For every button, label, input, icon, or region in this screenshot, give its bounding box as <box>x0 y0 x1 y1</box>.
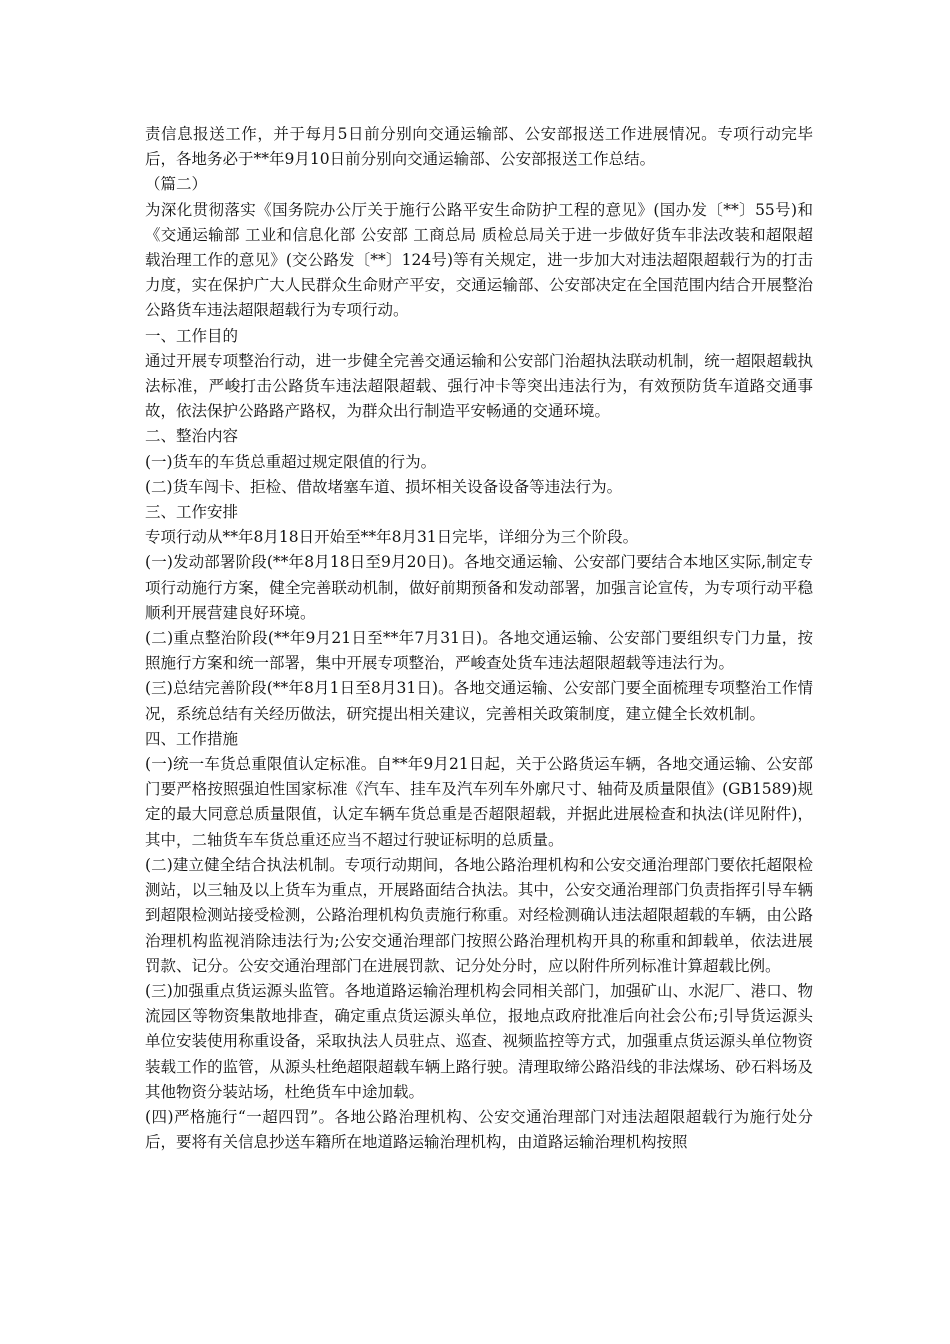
section-marker-part-two: （篇二） <box>145 175 208 194</box>
paragraph-preamble: 为深化贯彻落实《国务院办公厅关于施行公路平安生命防护工程的意见》(国办发〔**〕55号)和《交通运输部 工业和信息化部 公安部 工商总局 质检总局关于进一步做好货车非法改装和超限超载治理工作的意见》(交公路发〔**〕124号)等有关规定，进一步加大对违法超限超载行为的打击力度，实在保护广大人民群众生命财产平安，交通运输部、公安部决定在全国范围内结合开展整治公路货车违法超限超载行为专项行动。 <box>145 200 813 320</box>
list-item-measure-3: (三)加强重点货运源头监管。各地道路运输治理机构会同相关部门，加强矿山、水泥厂、港口、物流园区等物资集散地排查，确定重点货运源头单位，报地点政府批准后向社会公布;引导货运源头单位安装使用称重设备，采取执法人员驻点、巡查、视频监控等方式，加强重点货运源头单位物资装载工作的监管，从源头杜绝超限超载车辆上路行驶。清理取缔公路沿线的非法煤场、砂石料场及其他物资分装站场，杜绝货车中途加载。 <box>145 981 813 1101</box>
list-item-stage-2: (二)重点整治阶段(**年9月21日至**年7月31日)。各地交通运输、公安部门要组织专门力量，按照施行方案和统一部署，集中开展专项整治，严峻查处货车违法超限超载等违法行为。 <box>145 629 813 673</box>
heading-work-purpose: 一、工作目的 <box>145 326 239 345</box>
list-item-content-2: (二)货车闯卡、拒检、借故堵塞车道、损坏相关设备设备等违法行为。 <box>145 477 623 496</box>
list-item-measure-1: (一)统一车货总重限值认定标准。自**年9月21日起，关于公路货运车辆，各地交通运输、公安部门要严格按照强迫性国家标准《汽车、挂车及汽车列车外廓尺寸、轴荷及质量限值》(GB1589)规定的最大同意总质量限值，认定车辆车货总重是否超限超载，并据此进展检查和执法(详见附件)，其中，二轴货车车货总重还应当不超过行驶证标明的总质量。 <box>145 755 813 849</box>
list-item-measure-2: (二)建立健全结合执法机制。专项行动期间，各地公路治理机构和公安交通治理部门要依托超限检测站，以三轴及以上货车为重点，开展路面结合执法。其中，公安交通治理部门负责指挥引导车辆到超限检测站接受检测，公路治理机构负责施行称重。对经检测确认违法超限超载的车辆，由公路治理机构监视消除违法行为;公安交通治理部门按照公路治理机构开具的称重和卸载单，依法进展罚款、记分。公安交通治理部门在进展罚款、记分处分时，应以附件所列标准计算超载比例。 <box>145 855 813 975</box>
list-item-measure-4: (四)严格施行“一超四罚”。各地公路治理机构、公安交通治理部门对违法超限超载行为施行处分后，要将有关信息抄送车籍所在地道路运输治理机构，由道路运输治理机构按照 <box>145 1107 813 1152</box>
heading-rectification-content: 二、整治内容 <box>145 427 239 446</box>
list-item-stage-1: (一)发动部署阶段(**年8月18日至9月20日)。各地交通运输、公安部门要结合本地区实际,制定专项行动施行方案，健全完善联动机制，做好前期预备和发动部署，加强言论宣传，为专项行动平稳顺利开展营建良好环境。 <box>145 553 813 622</box>
heading-work-measures: 四、工作措施 <box>145 729 239 748</box>
heading-work-arrangement: 三、工作安排 <box>145 503 239 522</box>
paragraph-arrangement-summary: 专项行动从**年8月18日开始至**年8月31日完毕，详细分为三个阶段。 <box>145 528 639 547</box>
list-item-content-1: (一)货车的车货总重超过规定限值的行为。 <box>145 452 437 471</box>
paragraph-intro-tail: 责信息报送工作，并于每月5日前分别向交通运输部、公安部报送工作进展情况。专项行动完毕后，各地务必于**年9月10日前分别向交通运输部、公安部报送工作总结。 <box>145 125 813 169</box>
document-body <box>145 122 813 1155</box>
list-item-stage-3: (三)总结完善阶段(**年8月1日至8月31日)。各地交通运输、公安部门要全面梳理专项整治工作情况，系统总结有关经历做法，研究提出相关建议，完善相关政策制度，建立健全长效机制。 <box>145 679 813 723</box>
paragraph-work-purpose: 通过开展专项整治行动，进一步健全完善交通运输和公安部门治超执法联动机制，统一超限超载执法标准，严峻打击公路货车违法超限超载、强行冲卡等突出违法行为，有效预防货车道路交通事故，依法保护公路路产路权，为群众出行制造平安畅通的交通环境。 <box>145 351 813 421</box>
